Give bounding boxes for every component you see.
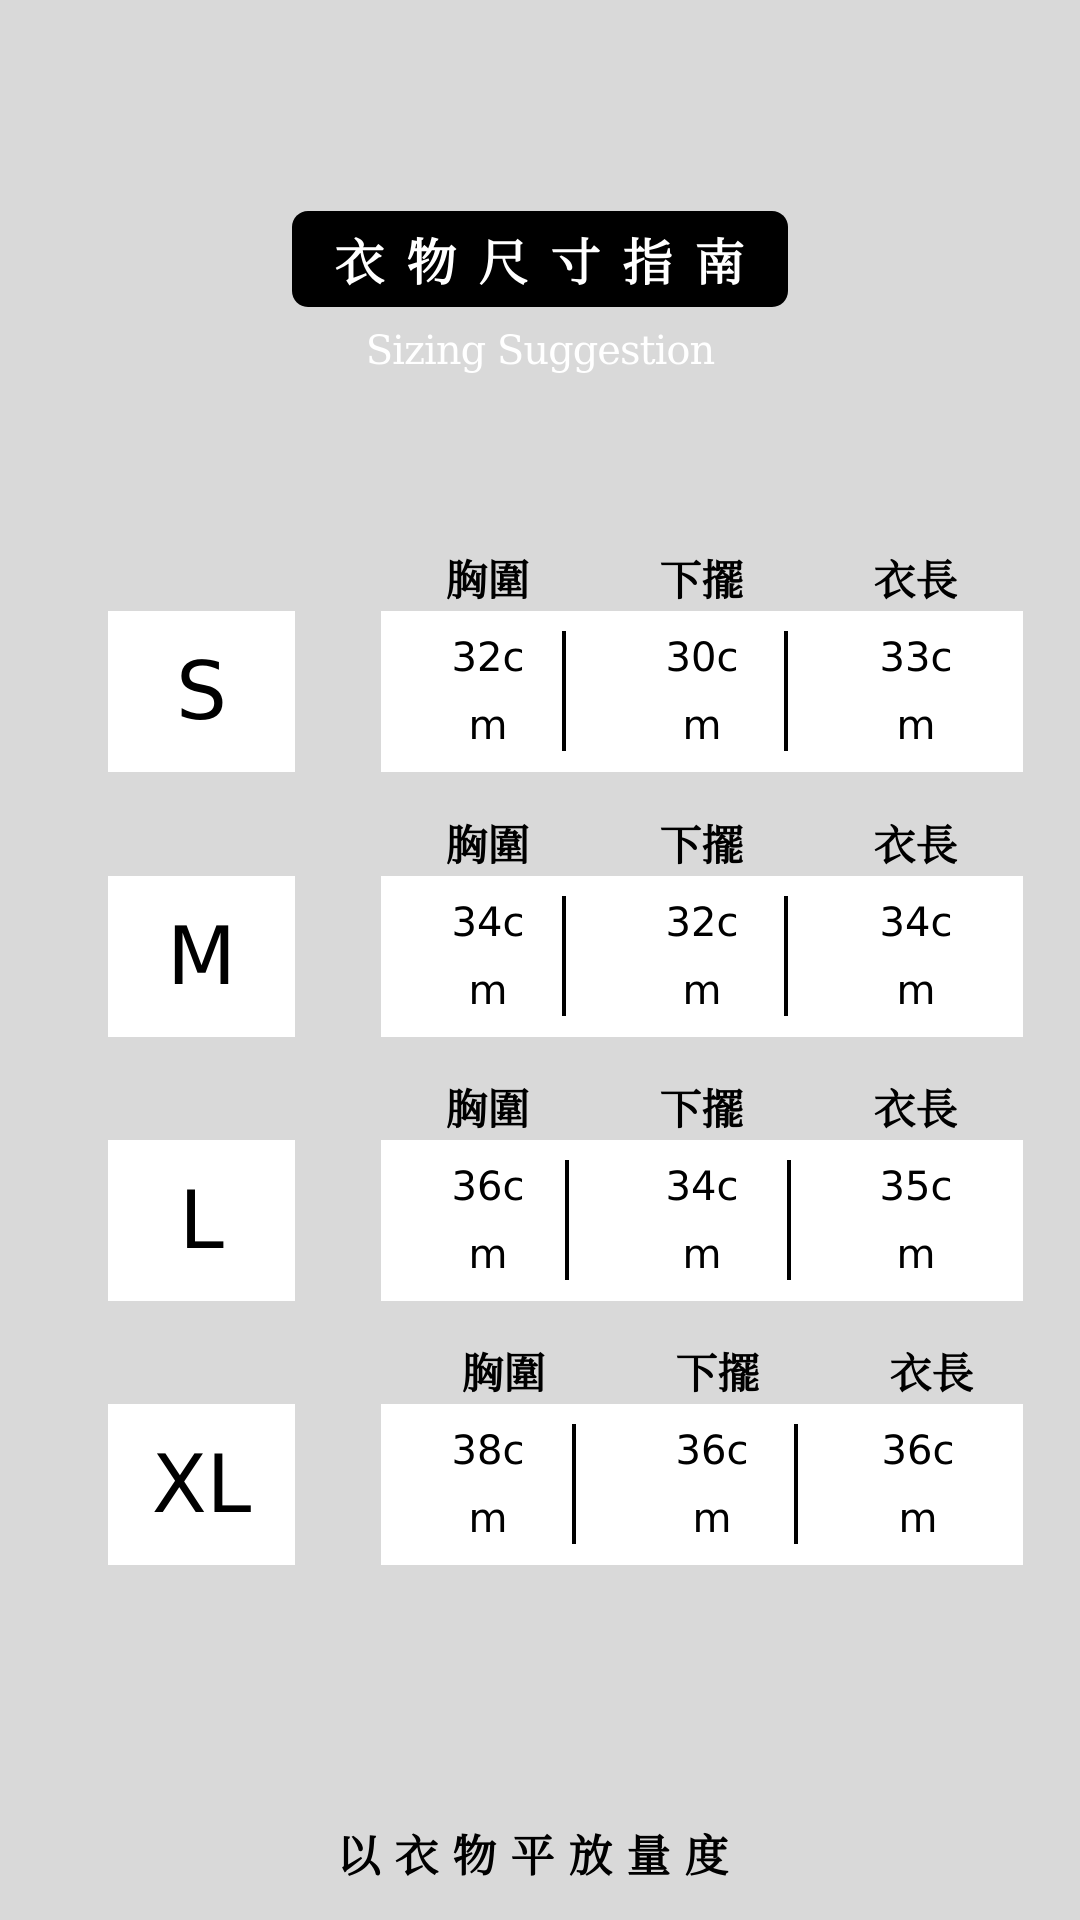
title-badge [292,211,788,307]
length-value: 34cm [879,900,953,1014]
size-label: XL [108,1404,295,1565]
hem-value: 30cm [665,635,739,749]
size-label: L [108,1140,295,1301]
header-chest: 胸圍 [445,821,530,870]
header-length: 衣長 [873,1085,958,1134]
measurement-values [381,611,1023,772]
measurement-values [381,876,1023,1037]
measurement-values [381,1404,1023,1565]
header-length: 衣長 [873,556,958,605]
chest-value: 32cm [451,635,525,749]
length-value: 35cm [879,1164,953,1278]
size-label: S [108,611,295,772]
header-chest: 胸圍 [445,556,530,605]
chest-value: 38cm [451,1428,525,1542]
header-length: 衣長 [873,821,958,870]
hem-value: 32cm [665,900,739,1014]
chest-value: 34cm [451,900,525,1014]
header-chest: 胸圍 [461,1349,546,1398]
header-hem: 下擺 [659,556,744,605]
divider [562,631,566,751]
divider [565,1160,569,1280]
size-row-m [0,811,1080,1041]
size-row-xl [0,1339,1080,1569]
header-hem: 下擺 [675,1349,760,1398]
divider [784,631,788,751]
measurement-note: 以衣物平放量度 [337,1831,743,1882]
measurement-headers [381,1075,1023,1145]
measurement-headers [381,546,1023,616]
divider [787,1160,791,1280]
hem-value: 34cm [665,1164,739,1278]
divider [572,1424,576,1544]
size-row-s [0,546,1080,776]
header-length: 衣長 [889,1349,974,1398]
length-value: 33cm [879,635,953,749]
size-label: M [108,876,295,1037]
hem-value: 36cm [675,1428,749,1542]
measurement-headers [381,1339,1023,1409]
measurement-headers [381,811,1023,881]
measurement-values [381,1140,1023,1301]
header-hem: 下擺 [659,821,744,870]
page-subtitle: Sizing Suggestion [365,328,715,374]
chest-value: 36cm [451,1164,525,1278]
size-row-l [0,1075,1080,1305]
page-title: 衣物尺寸指南 [335,234,767,292]
length-value: 36cm [881,1428,955,1542]
divider [794,1424,798,1544]
header-chest: 胸圍 [445,1085,530,1134]
divider [784,896,788,1016]
divider [562,896,566,1016]
header-hem: 下擺 [659,1085,744,1134]
